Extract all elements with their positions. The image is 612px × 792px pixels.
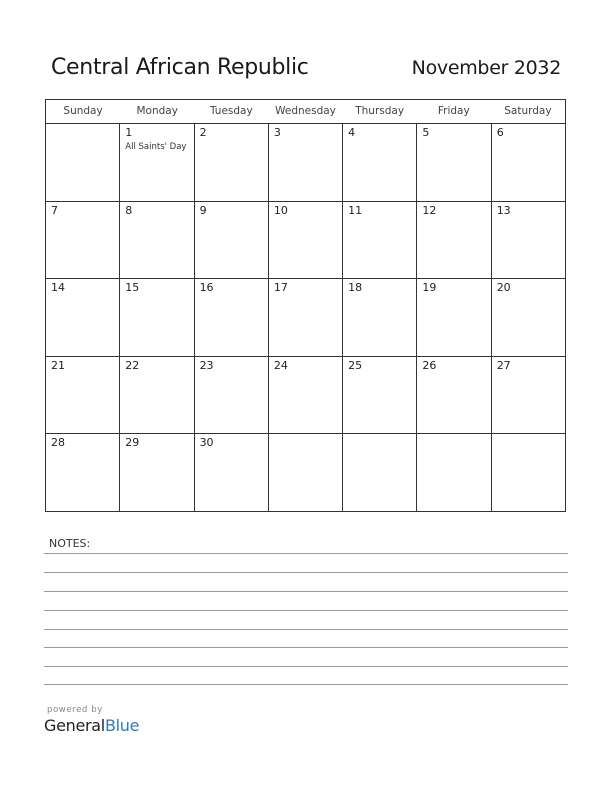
- day-cell: [269, 202, 343, 279]
- note-line: [44, 610, 568, 611]
- day-number: 23: [199, 358, 214, 372]
- day-cell: [120, 124, 194, 201]
- day-cell: [46, 202, 120, 279]
- generalblue-logo: [44, 716, 139, 735]
- holiday-label: All Saints' Day: [125, 142, 187, 152]
- day-number: 16: [199, 281, 214, 295]
- day-number: 27: [496, 358, 511, 372]
- brand-blue: Blue: [104, 716, 140, 735]
- day-number: 11: [348, 203, 363, 217]
- day-cell: [269, 279, 343, 356]
- day-cell: [120, 357, 194, 434]
- day-number: 22: [125, 358, 140, 372]
- note-line: [44, 591, 568, 592]
- day-cell: [269, 434, 343, 512]
- brand-general: General: [44, 716, 105, 735]
- note-line: [44, 684, 568, 685]
- notes-label: NOTES:: [49, 537, 91, 550]
- day-number: 2: [199, 126, 207, 139]
- day-cell: [343, 434, 417, 512]
- day-cell: [492, 434, 565, 512]
- day-number: 26: [422, 358, 437, 372]
- day-cell: [417, 434, 491, 512]
- powered-by-text: powered by: [47, 705, 103, 715]
- note-line: [44, 572, 568, 573]
- note-line: [44, 629, 568, 630]
- day-cell: [195, 202, 269, 279]
- note-line: [44, 666, 568, 667]
- day-cell: [195, 124, 269, 201]
- day-cell: [343, 124, 417, 201]
- weekday-header: Wednesday: [275, 105, 336, 117]
- day-cell: [417, 202, 491, 279]
- day-number: 4: [348, 126, 356, 139]
- day-cell: [343, 279, 417, 356]
- day-number: 25: [348, 358, 363, 372]
- day-cell: [46, 124, 120, 201]
- weekday-header: Tuesday: [209, 105, 253, 117]
- day-number: 19: [422, 281, 437, 295]
- weekday-header-row: [46, 100, 565, 124]
- calendar-month-year: November 2032: [411, 57, 561, 79]
- day-cell: [195, 279, 269, 356]
- day-number: 13: [496, 203, 511, 217]
- day-cell: [343, 357, 417, 434]
- day-cell: [46, 434, 120, 512]
- day-cell: [195, 434, 269, 512]
- calendar-title-country: Central African Republic: [51, 55, 309, 80]
- day-number: 15: [125, 281, 140, 295]
- day-cell: [269, 357, 343, 434]
- day-cell: [195, 357, 269, 434]
- day-number: 10: [273, 203, 288, 217]
- note-line: [44, 553, 568, 554]
- day-number: 28: [51, 436, 65, 450]
- day-number: 30: [199, 436, 214, 450]
- day-number: 12: [422, 203, 437, 217]
- day-cell: [492, 357, 565, 434]
- day-cell: [417, 124, 491, 201]
- week-row: [46, 357, 565, 435]
- day-number: 29: [125, 436, 140, 450]
- week-row: [46, 124, 565, 202]
- note-line: [44, 647, 568, 648]
- day-cell: [492, 124, 565, 201]
- day-cell: [120, 279, 194, 356]
- day-number: 1: [125, 126, 133, 139]
- day-number: 6: [496, 126, 504, 139]
- day-number: 9: [199, 203, 207, 217]
- weekday-header: Thursday: [355, 105, 405, 117]
- day-cell: [120, 202, 194, 279]
- day-cell: [120, 434, 194, 512]
- week-row: [46, 279, 565, 357]
- day-cell: [46, 357, 120, 434]
- day-cell: [417, 357, 491, 434]
- day-number: 5: [422, 126, 430, 139]
- day-cell: [46, 279, 120, 356]
- day-cell: [492, 202, 565, 279]
- day-number: 7: [51, 203, 58, 217]
- day-number: 14: [51, 281, 65, 295]
- week-row: [46, 202, 565, 280]
- day-cell: [492, 279, 565, 356]
- weeks-container: [46, 124, 565, 512]
- calendar-grid: [45, 99, 566, 512]
- weekday-header: Monday: [136, 105, 178, 117]
- day-cell: [343, 202, 417, 279]
- weekday-header: Saturday: [504, 105, 552, 117]
- day-number: 20: [496, 281, 511, 295]
- week-row: [46, 434, 565, 512]
- day-number: 18: [348, 281, 363, 295]
- day-cell: [417, 279, 491, 356]
- day-cell: [269, 124, 343, 201]
- weekday-header: Sunday: [63, 105, 103, 117]
- weekday-header: Friday: [437, 105, 470, 117]
- day-number: 24: [273, 358, 288, 372]
- day-number: 8: [125, 203, 133, 217]
- day-number: 3: [273, 126, 281, 139]
- day-number: 17: [273, 281, 288, 295]
- day-number: 21: [51, 358, 65, 372]
